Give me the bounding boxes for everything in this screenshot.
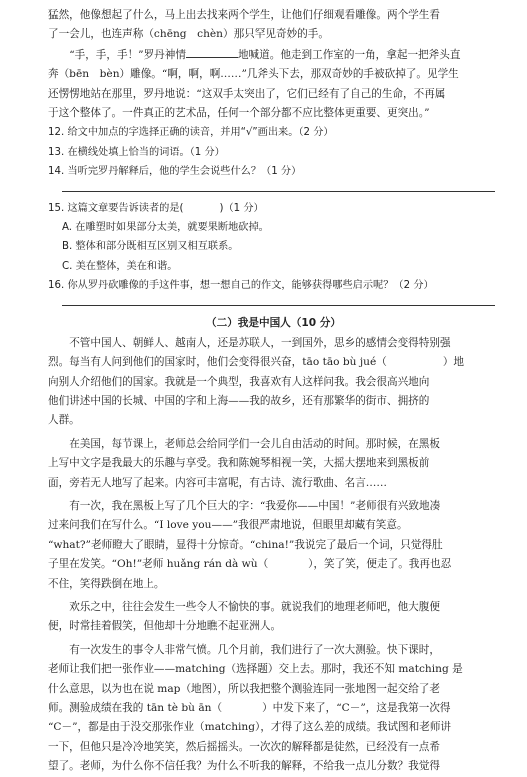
question-13: 13. 在横线处填上恰当的词语。（1 分） — [48, 146, 225, 158]
text-line: 了一会儿，也连声称（chēng chèn）那只罕见奇妙的手。 — [48, 28, 329, 41]
passage-chinese — [48, 334, 499, 777]
question-12: 12. 给文中加点的字选择正确的读音，并用“√”画出来。（2 分） — [48, 127, 334, 139]
question-15: 15. 这篇文章要告诉读者的是( )（1 分） — [48, 202, 264, 214]
text-line: 望了。老师，为什么你不信任我？为什么不听我的解释，不给我一点儿分数？我觉得 — [48, 760, 440, 773]
text-line: 猛然，他像想起了什么，马上出去找来两个学生，让他们仔细观看雕像。两个学生看 — [48, 9, 440, 21]
answer-line-q16[interactable] — [62, 305, 495, 306]
answer-line-q14[interactable] — [62, 191, 495, 192]
text-line: 他们讲述中国的长城、中国的字和上海——我的故乡，还有那繁华的街市、拥挤的 — [48, 394, 430, 407]
text-line: 过来问我们在写什么。“I love you——”我很严肃地说，但眼里却藏有笑意。 — [48, 519, 408, 532]
text-line: 在美国，每节课上，老师总会给同学们一会儿自由活动的时间。那时候，在黑板 — [69, 437, 440, 450]
answer-blank-q13[interactable] — [186, 45, 238, 58]
text-line: “what?”老师瞪大了眼睛，显得十分惊奇。“china!”我说完了最后一个词，只觉得肚 — [48, 538, 443, 551]
text-line-with-slot: 师。测验成绩在我的 tān tè bù ān（ ）中发下来了，“C－”，这是我第一次得 — [48, 702, 451, 714]
question-16: 16. 你从罗丹砍雕像的手这件事，想一想自己的作文，能够获得哪些启示呢？（2 分） — [48, 280, 434, 292]
text-line: 上写中文字是我最大的乐趣与享受。我和陈婉琴相视一笑，大摇大摆地来到黑板前 — [48, 457, 430, 470]
text-line-with-slot: 烈。每当有人问到他们的国家时，他们会变得很兴奋，tāo tāo bù jué（ ）地 — [48, 356, 465, 369]
text-line: 欢乐之中，往往会发生一些令人不愉快的事。就说我们的地理老师吧，他大腹便 — [69, 600, 440, 613]
text-line: 于这个整体了。一件真正的艺术品，任何一个部分都不应比整体更重要、更突出。” — [48, 107, 430, 120]
text-line: 不管中国人、朝鲜人、越南人，还是苏联人，一到国外，思乡的感情会变得特别强 — [69, 336, 451, 349]
option-a: A. 在雕塑时如果部分太美，就要果断地砍掉。 — [62, 222, 269, 234]
text-line: “C－”，都是由于没交那张作业（matching），才得了这么差的成绩。我试图和老师讲 — [48, 721, 452, 734]
text-line-with-slot: 子里在发笑。“Oh!”老师 huǎng rán dà wù（ ），笑了笑，便走了。我再也忍 — [48, 558, 452, 571]
text-line: 面，旁若无人地写了起来。内容可丰富呢，有古诗、流行歌曲、名言…… — [48, 476, 387, 489]
text-line: 什么意思，以为也在说 map（地图），所以我把整个测验连同一张地图一起交给了老 — [48, 682, 440, 695]
text-line: 奔（bēn bèn）雕像。“啊，啊，啊……”几斧头下去，那双奇妙的手被砍掉了。见学生 — [48, 68, 459, 81]
text-line: 一下，但他只是冷冷地笑笑，然后摇摇头。一次次的解释都是徒然，已经没有一点希 — [48, 740, 440, 753]
text-line: 有一次，我在黑板上写了几个巨大的字：“我爱你——中国！”老师很有兴致地凑 — [69, 499, 441, 512]
passage-rodin — [48, 6, 499, 123]
option-b: B. 整体和部分既相互区别又相互联系。 — [62, 241, 239, 253]
option-c: C. 美在整体，美在和谐。 — [62, 260, 178, 272]
text-line: 人群。 — [48, 414, 80, 427]
text-line: 还愣愣地站在那里，罗丹地说：“这双手太突出了，它们已经有了自己的生命，不再属 — [48, 87, 446, 100]
text-line-with-blank: “手，手，手！”罗丹神情 地喊道。他走到工作室的一角，拿起一把斧头直 — [48, 45, 499, 65]
text-line: 便，时常挂着假笑，但他却十分地瞧不起亚洲人。 — [48, 620, 282, 633]
question-14: 14. 当听完罗丹解释后，他的学生会说些什么？（1 分） — [48, 166, 302, 178]
section-title: （二）我是中国人（10 分） — [206, 316, 341, 329]
text-line: 老师让我们把一张作业——matching（选择题）交上去。那时，我还不知 matching 是 — [48, 663, 463, 676]
text-line: 不住，笑得跌倒在地上。 — [48, 577, 165, 590]
text-line: 向别人介绍他们的国家。我就是一个典型，我喜欢有人这样问我。我会很高兴地向 — [48, 375, 430, 388]
text-line: 有一次发生的事令人非常气愤。几个月前，我们进行了一次大测验。快下课时， — [69, 643, 440, 656]
